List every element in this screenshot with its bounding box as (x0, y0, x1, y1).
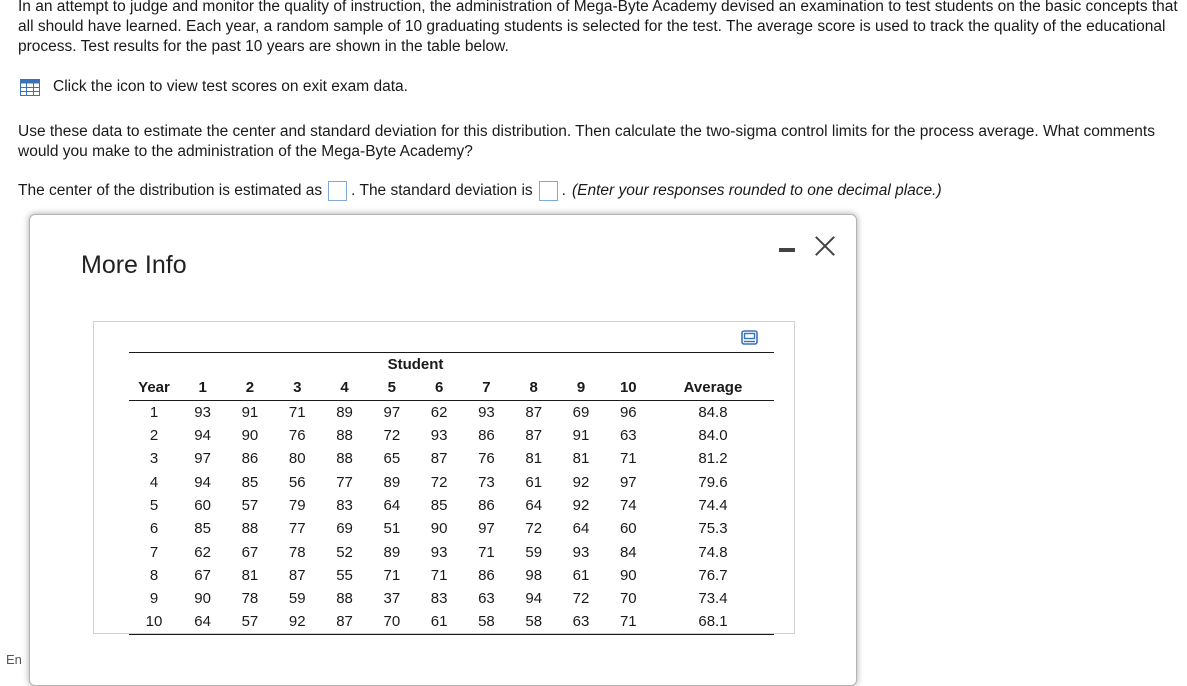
score-cell: 61 (415, 610, 462, 634)
std-input[interactable] (539, 181, 558, 201)
score-cell: 84 (619, 543, 637, 561)
year-cell: 4 (149, 473, 159, 491)
score-cell: 77 (288, 520, 306, 538)
score-cell: 86 (478, 427, 495, 445)
score-cell: 60 (194, 496, 211, 514)
score-cell: 64 (525, 496, 543, 514)
answer-line (18, 181, 942, 201)
problem-statement (18, 0, 1178, 57)
score-cell: 87 (288, 566, 306, 584)
score-cell: 92 (572, 473, 590, 491)
score-cell: 72 (430, 473, 448, 491)
table-body (129, 400, 774, 634)
score-cell: 78 (288, 543, 306, 561)
score-cell: 57 (241, 496, 259, 514)
year-cell: 1 (149, 403, 159, 421)
score-cell: 93 (430, 543, 448, 561)
year-cell: 10 (129, 610, 179, 634)
score-cell: 87 (525, 427, 543, 445)
center-label: The center of the distribution is estimated as (18, 182, 323, 199)
score-cell: 71 (605, 610, 652, 634)
average-cell: 74.4 (698, 496, 728, 514)
problem-text: In an attempt to judge and monitor the quality of instruction, the administration of Mega-Byte Academy devised an examination to test students on the basic concepts that all should have learned. Each year, a random sample of 10 graduating students is selected for the test. The average score is used to track the quality of the educational process. Test results for the past 10 years are shown in the table below. (18, 0, 1178, 55)
score-cell: 70 (619, 590, 637, 608)
score-cell: 59 (288, 590, 306, 608)
year-cell: 3 (149, 450, 159, 468)
average-cell: 73.4 (698, 590, 728, 608)
table-icon[interactable] (20, 79, 40, 96)
average-cell: 81.2 (698, 450, 728, 468)
score-cell: 71 (619, 450, 637, 468)
std-label: . The standard deviation is (351, 182, 533, 199)
score-cell: 81 (525, 450, 543, 468)
score-cell: 76 (288, 427, 306, 445)
average-cell: 68.1 (652, 610, 774, 634)
score-cell: 71 (288, 403, 306, 421)
data-link-row[interactable] (20, 78, 408, 96)
score-cell: 69 (572, 403, 590, 421)
table-row (129, 610, 774, 634)
more-info-dialog (29, 214, 857, 686)
score-cell: 55 (336, 566, 353, 584)
score-cell: 91 (241, 403, 259, 421)
close-icon[interactable] (814, 235, 836, 257)
year-cell: 9 (149, 590, 159, 608)
year-cell: 5 (149, 496, 159, 514)
score-cell: 69 (336, 520, 353, 538)
student-col-header: 3 (274, 376, 321, 400)
score-cell: 96 (619, 403, 637, 421)
score-cell: 63 (557, 610, 604, 634)
score-cell: 97 (194, 450, 211, 468)
score-cell: 87 (321, 610, 368, 634)
score-cell: 94 (525, 590, 543, 608)
score-cell: 87 (525, 403, 543, 421)
edge-text: En (6, 652, 22, 667)
score-cell: 72 (525, 520, 543, 538)
score-cell: 83 (336, 496, 353, 514)
year-cell: 2 (149, 427, 159, 445)
score-cell: 90 (619, 566, 637, 584)
score-cell: 97 (478, 520, 495, 538)
score-cell: 81 (572, 450, 590, 468)
student-col-header: 4 (321, 376, 368, 400)
score-cell: 89 (383, 473, 401, 491)
dialog-title: More Info (81, 251, 187, 279)
answer-dot: . (561, 182, 566, 199)
score-cell: 72 (383, 427, 401, 445)
score-cell: 56 (288, 473, 306, 491)
table-row (129, 400, 774, 424)
average-header: Average (652, 376, 774, 400)
student-col-header: 7 (463, 376, 510, 400)
average-cell: 74.8 (698, 543, 728, 561)
student-col-header: 9 (557, 376, 604, 400)
score-cell: 37 (383, 590, 401, 608)
score-cell: 89 (336, 403, 353, 421)
score-cell: 88 (336, 427, 353, 445)
score-cell: 67 (194, 566, 211, 584)
score-cell: 91 (572, 427, 590, 445)
student-group-header: Student (179, 353, 652, 377)
student-col-header: 2 (226, 376, 273, 400)
score-cell: 61 (572, 566, 590, 584)
table-row (129, 494, 774, 517)
table-group-header-row (129, 353, 774, 377)
score-cell: 93 (430, 427, 448, 445)
table-row (129, 564, 774, 587)
score-cell: 81 (241, 566, 259, 584)
center-input[interactable] (328, 181, 347, 201)
score-cell: 92 (572, 496, 590, 514)
score-cell: 80 (288, 450, 306, 468)
score-cell: 52 (336, 543, 353, 561)
score-cell: 83 (430, 590, 448, 608)
average-cell: 76.7 (698, 566, 728, 584)
score-cell: 94 (194, 473, 211, 491)
score-cell: 63 (478, 590, 495, 608)
score-cell: 71 (383, 566, 401, 584)
score-cell: 86 (478, 496, 495, 514)
score-cell: 74 (619, 496, 637, 514)
score-cell: 64 (383, 496, 401, 514)
data-table-frame (93, 321, 795, 634)
score-cell: 79 (288, 496, 306, 514)
score-cell: 85 (241, 473, 259, 491)
score-cell: 62 (194, 543, 211, 561)
score-cell: 85 (430, 496, 448, 514)
print-icon[interactable] (741, 330, 758, 345)
score-cell: 93 (478, 403, 495, 421)
minimize-icon[interactable] (779, 248, 795, 252)
score-cell: 62 (430, 403, 448, 421)
year-cell: 6 (149, 520, 159, 538)
score-cell: 93 (194, 403, 211, 421)
score-cell: 67 (241, 543, 259, 561)
score-cell: 71 (430, 566, 448, 584)
table-header-row (129, 376, 774, 400)
average-cell: 75.3 (698, 520, 728, 538)
score-cell: 60 (619, 520, 637, 538)
score-cell: 90 (194, 590, 211, 608)
score-cell: 65 (383, 450, 401, 468)
score-cell: 88 (241, 520, 259, 538)
student-col-header: 8 (510, 376, 557, 400)
score-cell: 92 (274, 610, 321, 634)
table-row (129, 424, 774, 447)
score-cell: 97 (383, 403, 401, 421)
score-cell: 64 (572, 520, 590, 538)
table-row (129, 540, 774, 563)
score-cell: 72 (572, 590, 590, 608)
student-col-header: 1 (179, 376, 226, 400)
score-cell: 70 (368, 610, 415, 634)
table-row (129, 470, 774, 493)
score-cell: 90 (241, 427, 259, 445)
score-cell: 88 (336, 450, 353, 468)
student-col-header: 5 (368, 376, 415, 400)
score-cell: 93 (572, 543, 590, 561)
score-cell: 86 (478, 566, 495, 584)
score-cell: 89 (383, 543, 401, 561)
year-cell: 8 (149, 566, 159, 584)
score-cell: 86 (241, 450, 259, 468)
score-cell: 57 (226, 610, 273, 634)
score-cell: 51 (383, 520, 401, 538)
score-cell: 98 (525, 566, 543, 584)
score-cell: 78 (241, 590, 259, 608)
score-cell: 64 (179, 610, 226, 634)
average-cell: 79.6 (698, 473, 728, 491)
score-cell: 85 (194, 520, 211, 538)
exam-scores-table (129, 352, 774, 635)
table-row (129, 517, 774, 540)
score-cell: 97 (619, 473, 637, 491)
average-cell: 84.8 (698, 403, 728, 421)
year-cell: 7 (149, 543, 159, 561)
student-col-header: 10 (605, 376, 652, 400)
student-col-header: 6 (415, 376, 462, 400)
score-cell: 77 (336, 473, 353, 491)
score-cell: 73 (478, 473, 495, 491)
table-row (129, 447, 774, 470)
data-link-text[interactable]: Click the icon to view test scores on exit exam data. (53, 78, 408, 95)
score-cell: 76 (478, 450, 495, 468)
score-cell: 94 (194, 427, 211, 445)
score-cell: 63 (619, 427, 637, 445)
score-cell: 61 (525, 473, 543, 491)
year-header: Year (129, 376, 179, 400)
score-cell: 59 (525, 543, 543, 561)
score-cell: 71 (478, 543, 495, 561)
rounding-hint: (Enter your responses rounded to one decimal place.) (571, 182, 942, 199)
table-row (129, 587, 774, 610)
score-cell: 58 (510, 610, 557, 634)
score-cell: 58 (463, 610, 510, 634)
average-cell: 84.0 (698, 427, 728, 445)
question-text: Use these data to estimate the center and standard deviation for this distribution. Then calculate the two-sigma control limits for the process average. What comments would you make to the administration of the Mega-Byte Academy? (18, 123, 1155, 160)
score-cell: 88 (336, 590, 353, 608)
score-cell: 87 (430, 450, 448, 468)
score-cell: 90 (430, 520, 448, 538)
